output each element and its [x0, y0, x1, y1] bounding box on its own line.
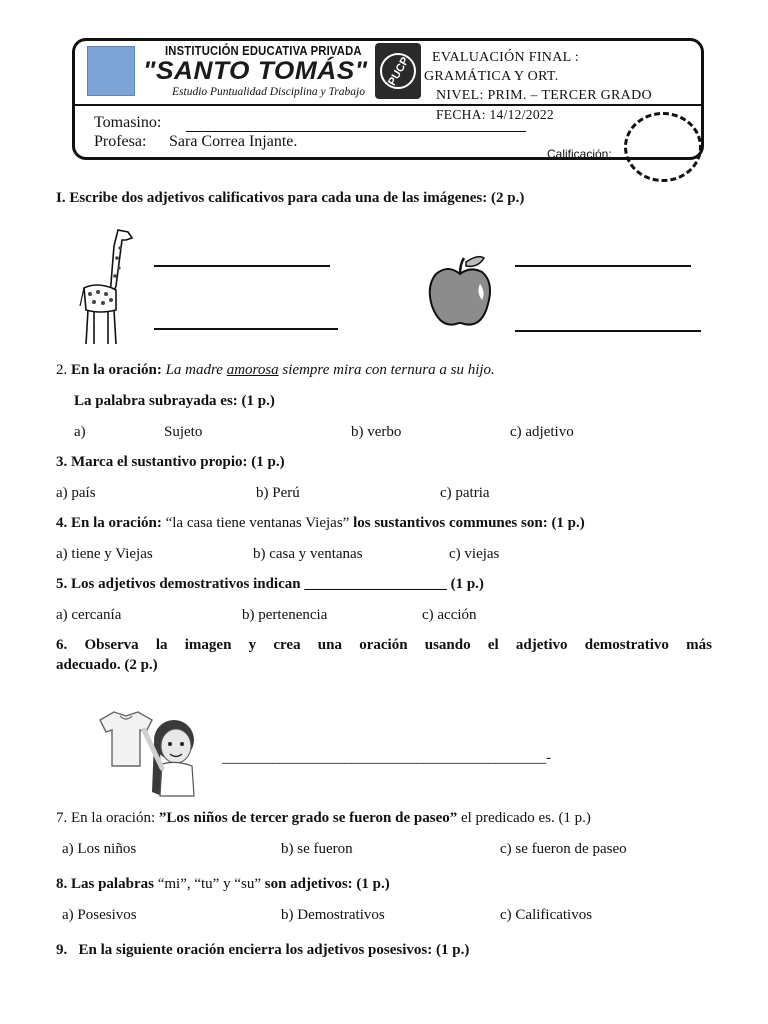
q9-prompt: 9. En la siguiente oración encierra los adjetivos posesivos: (1 p.)	[56, 942, 470, 958]
q7-option-b[interactable]: b) se fueron	[281, 841, 353, 857]
q2-subprompt: La palabra subrayada es: (1 p.)	[74, 393, 275, 409]
q2-option-b[interactable]: b) verbo	[351, 424, 402, 440]
q8-option-c[interactable]: c) Calificativos	[500, 907, 593, 923]
q7-prompt	[56, 810, 591, 827]
q2-option-a[interactable]: Sujeto	[164, 424, 203, 440]
teacher-label: Profesa:	[94, 133, 147, 150]
q8-prompt	[56, 876, 390, 893]
teacher-name: Sara Correa Injante.	[169, 133, 298, 150]
apple-icon	[426, 252, 494, 330]
q8-tail: son adjetivos: (1 p.)	[264, 876, 390, 892]
q8-option-b[interactable]: b) Demostrativos	[281, 907, 385, 923]
q6-prompt-line2: adecuado. (2 p.)	[56, 657, 158, 673]
girl-shirt-icon	[96, 706, 208, 800]
q2-lead: En la oración:	[71, 362, 162, 378]
q7-lead: 7. En la oración:	[56, 810, 156, 826]
q2-sentence-before: La madre	[165, 362, 223, 378]
q4-lead: 4. En la oración:	[56, 515, 162, 531]
q1-giraffe-answer-2[interactable]	[154, 328, 338, 330]
student-name-field[interactable]	[186, 131, 526, 132]
eval-date: FECHA: 14/12/2022	[436, 107, 554, 122]
q7-quote: ”Los niños de tercer grado se fueron de paseo”	[158, 810, 458, 826]
q4-option-a[interactable]: a) tiene y Viejas	[56, 546, 153, 562]
q7-option-c[interactable]: c) se fueron de paseo	[500, 841, 627, 857]
eval-title-2: GRAMÁTICA Y ORT.	[424, 69, 559, 84]
q2-prompt	[56, 362, 495, 379]
eval-title-1: EVALUACIÓN FINAL :	[432, 50, 579, 65]
q4-option-b[interactable]: b) casa y ventanas	[253, 546, 363, 562]
q2-option-a-letter[interactable]: a)	[74, 424, 86, 440]
q1-giraffe-answer-1[interactable]	[154, 265, 330, 267]
q6-answer-line[interactable]: _____________________________________________-	[222, 750, 551, 766]
grade-circle[interactable]	[624, 112, 702, 182]
student-label: Tomasino:	[94, 114, 162, 131]
pucp-badge-icon	[373, 41, 423, 101]
q4-tail: los sustantivos communes son: (1 p.)	[353, 515, 585, 531]
q5-option-a[interactable]: a) cercanía	[56, 607, 122, 623]
q5-option-c[interactable]: c) acción	[422, 607, 477, 623]
q1-apple-answer-2[interactable]	[515, 330, 701, 332]
giraffe-icon	[76, 226, 136, 348]
institution-name: "SANTO TOMÁS"	[143, 57, 368, 85]
badge-text: PUCP	[386, 55, 412, 88]
q8-words: “mi”, “tu” y “su”	[157, 876, 261, 892]
q2-option-c[interactable]: c) adjetivo	[510, 424, 574, 440]
q3-option-b[interactable]: b) Perú	[256, 485, 300, 501]
q2-underlined-word: amorosa	[226, 362, 279, 378]
institution-type: INSTITUCIÓN EDUCATIVA PRIVADA	[165, 44, 362, 58]
q4-prompt	[56, 515, 585, 532]
q8-option-a[interactable]: a) Posesivos	[62, 907, 137, 923]
q8-lead: 8. Las palabras	[56, 876, 154, 892]
q2-sentence-after: siempre mira con ternura a su hijo.	[282, 362, 495, 378]
q1-apple-answer-1[interactable]	[515, 265, 691, 267]
school-logo	[87, 46, 135, 96]
institution-motto: Estudio Puntualidad Disciplina y Trabajo	[172, 86, 365, 98]
q5-prompt: 5. Los adjetivos demostrativos indican ___________________ (1 p.)	[56, 576, 484, 592]
grade-label: Calificación:	[547, 147, 612, 161]
q1-prompt: I. Escribe dos adjetivos calificativos para cada una de las imágenes: (2 p.)	[56, 190, 525, 206]
q3-option-a[interactable]: a) país	[56, 485, 96, 501]
q2-number: 2.	[56, 362, 68, 378]
q4-quote: “la casa tiene ventanas Viejas”	[165, 515, 350, 531]
q7-tail: el predicado es. (1 p.)	[460, 810, 591, 826]
eval-level: NIVEL: PRIM. – TERCER GRADO	[436, 88, 652, 103]
q7-option-a[interactable]: a) Los niños	[62, 841, 137, 857]
header-divider	[75, 104, 701, 106]
q3-option-c[interactable]: c) patria	[440, 485, 490, 501]
q6-prompt-line1: 6. Observa la imagen y crea una oración usando el adjetivo demostrativo más	[56, 637, 712, 653]
q3-prompt: 3. Marca el sustantivo propio: (1 p.)	[56, 454, 285, 470]
q5-option-b[interactable]: b) pertenencia	[242, 607, 328, 623]
q4-option-c[interactable]: c) viejas	[449, 546, 500, 562]
